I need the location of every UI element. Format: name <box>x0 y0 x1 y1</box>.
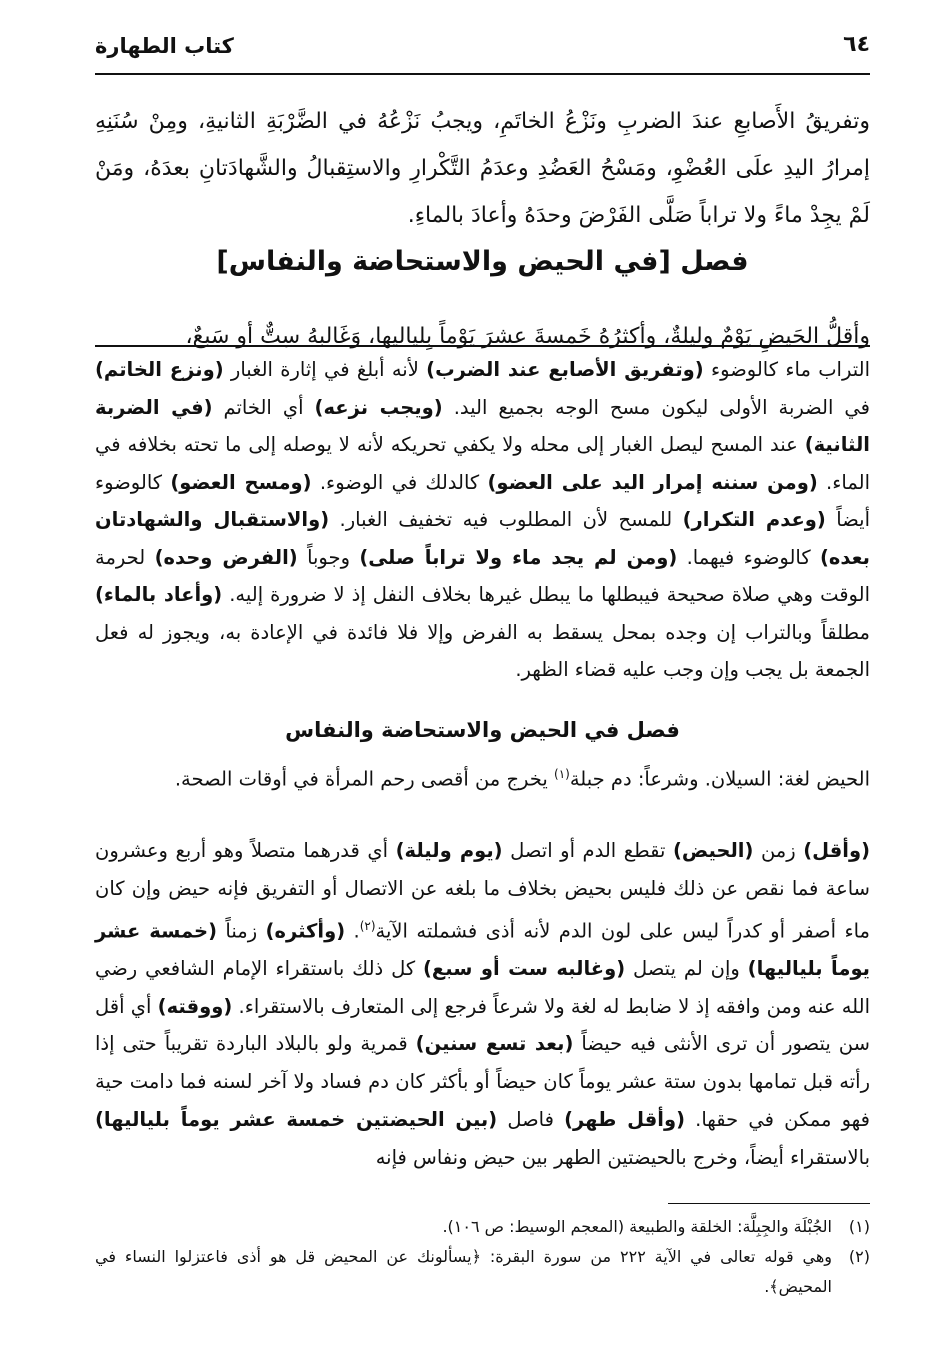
footnote-item <box>95 1242 870 1302</box>
bold-matn-quote: (ومسح العضو) <box>170 470 312 494</box>
definition-paragraph <box>95 756 870 798</box>
commentary-text: قمرية ولو بالبلاد الباردة تقريباً حتى إذا رأته قبل تمامها بدون ستة عشر يوماً كان حيضاً أو بأكثر كان دم فساد ولا آخر لسنه فما دامت حية فهو ممكن في حقها. <box>95 1032 870 1132</box>
bold-matn-quote: (في الضربة الثانية) <box>95 395 870 456</box>
sharh-text <box>95 351 870 689</box>
bold-matn-quote: (يوم وليلة) <box>395 839 503 862</box>
page-header <box>95 30 870 66</box>
footnote-text: الجُبْلَة والجِبِلَّة: الخلقة والطبيعة (المعجم الوسيط: ص ١٠٦). <box>442 1217 832 1236</box>
commentary-text: في الضربة الأولى ليكون مسح الوجه بجميع اليد. <box>442 395 871 419</box>
sharh-definition <box>95 756 870 798</box>
bold-matn-quote: (وأقل طهر) <box>564 1108 685 1132</box>
commentary-text: زمناً <box>217 919 266 943</box>
commentary-text: عند المسح ليصل الغبار إلى محله ولا يكفي تحريكه لأنه لا يوصله إلى ما تحته بخلافه في الماء. <box>95 433 870 494</box>
commentary-text: مطلقاً وبالتراب إن وجده بمحل يسقط به الفرض وإلا فلا فائدة في الإعادة به، ويجوز له فعل الجمعة بل يجب وإن وجب عليه قضاء الظهر. <box>95 620 870 681</box>
commentary-text: كالوضوء أيضاً <box>95 470 870 531</box>
footnote-ref-1[interactable]: (١) <box>554 767 570 781</box>
commentary-text: لحرمة الوقت وهي صلاة صحيحة فيبطلها ما يبطل غيرها بخلاف النفل إذ لا ضرورة إليه. <box>95 545 870 606</box>
header-divider <box>95 73 870 75</box>
commentary-text: . <box>345 919 360 943</box>
footnote-item <box>95 1212 870 1242</box>
matn-section-heading: فصل [في الحيض والاستحاضة والنفاس] <box>216 246 749 277</box>
book-title: كتاب الطهارة <box>95 34 234 58</box>
bold-matn-quote: (الفرض وحده) <box>154 545 298 569</box>
bold-matn-quote: (خمسة عشر يوماً بلياليها) <box>95 919 871 980</box>
bold-matn-quote: (ومن سننه إمرار اليد على العضو) <box>487 470 818 494</box>
bold-matn-quote: (الحيض) <box>672 839 754 862</box>
matn-text <box>95 98 870 239</box>
sharh-paragraph-2 <box>95 832 870 1177</box>
bold-matn-quote: (وأكثره) <box>265 919 346 943</box>
bold-matn-quote: (ويجب نزعه) <box>314 395 443 419</box>
footnote-number: (١) <box>848 1217 870 1236</box>
commentary-text: فاصل <box>497 1108 565 1132</box>
commentary-text: أي قدرهما متصلاً وهو أربع وعشرون ساعة فما نقص عن ذلك فليس بحيض بخلاف ما بلغه عن الاتصال أو التفريق فإنه حيض وإن كان ماء أصفر أو كدراً ليس على لون الدم لأنه أذى فشملته الآية <box>95 839 870 943</box>
bold-matn-quote: (ووقته) <box>157 994 233 1018</box>
commentary-text: كل ذلك باستقراء الإمام الشافعي رضي الله عنه ومن وافقه إذ لا ضابط له لغة ولا شرعاً فرجع إلى المتعارف بالاستقراء. <box>95 956 870 1018</box>
bold-matn-quote: (وغالبه ست أو سبع) <box>423 956 626 980</box>
bold-matn-quote: (وعدم التكرار) <box>682 508 826 531</box>
commentary-text: وجوباً <box>297 545 360 569</box>
commentary-text: كالوضوء فيهما. <box>677 545 820 569</box>
bold-matn-quote: (والاستقبال والشهادتان بعده) <box>95 508 871 569</box>
bold-matn-quote: (ونزع الخاتم) <box>95 358 224 381</box>
bold-matn-quote: (ومن لم يجد ماء ولا تراباً صلى) <box>359 545 678 569</box>
footnote-number: (٢) <box>848 1247 870 1266</box>
definition-text: الحيض لغة: السيلان. وشرعاً: دم جبلة <box>569 767 870 791</box>
commentary-text: كالدلك في الوضوء. <box>311 470 488 494</box>
commentary-text: بالاستقراء أيضاً، وخرج بالحيضتين الطهر بين حيض ونفاس فإنه <box>375 1145 870 1169</box>
commentary-text: لأنه أبلغ في إثارة الغبار <box>223 358 427 381</box>
sharh-paragraph <box>95 351 870 689</box>
bold-matn-quote: (وتفريق الأصابع عند الضرب) <box>426 358 704 381</box>
footnote-text: وهي قوله تعالى في الآية ٢٢٢ من سورة البقرة: ﴿يسألونك عن المحيض قل هو أذى فاعتزلوا النساء في المحيض﴾. <box>95 1247 833 1296</box>
sharh-text-2 <box>95 832 870 1177</box>
page-number: ٦٤ <box>843 32 870 57</box>
bold-matn-quote: (بين الحيضتين خمسة عشر يوماً بلياليها) <box>95 1108 498 1132</box>
bold-matn-quote: (وأعاد بالماء) <box>95 583 223 606</box>
definition-text-end: يخرج من أقصى رحم المرأة في أوقات الصحة. <box>174 767 555 791</box>
matn-paragraph-2: وأقلُّ الحَيضِ يَوْمٌ وليلةٌ، وأكثرُهُ خَمسةَ عشرَ يَوْماً بِلياليها، وَغَالبهُ سِتٌّ أو سَبعٌ، <box>185 324 870 349</box>
commentary-text: زمن <box>753 839 804 862</box>
commentary-text: أي أقل سن يتصور أن ترى الأنثى فيه حيضاً <box>95 994 870 1056</box>
commentary-text: وإن لم يتصل <box>625 956 748 980</box>
commentary-text: أي الخاتم <box>212 395 315 419</box>
matn-paragraph: وتفريقُ الأَصابعِ عندَ الضربِ ونَزْعُ الخاتَمِ، ويجبُ نَزْعُهُ في الضَّرْبَةِ الثانيةِ، ومِنْ سُنَنِهِ إمرارُ اليدِ علَى العُضْوِ، ومَسْحُ العَضُدِ وعدَمُ التَّكْرارِ والاستِقبالُ والشَّهادَتانِ بعدَهُ، ومَنْ لَمْ يجِدْ ماءً ولا تراباً صَلَّى الفَرْضَ وحدَهُ وأعادَ بالماءِ. <box>95 109 870 228</box>
matn-sharh-divider <box>95 345 870 347</box>
bold-matn-quote: (بعد تسع سنين) <box>415 1032 574 1056</box>
commentary-text: التراب ماء كالوضوء <box>703 358 870 381</box>
commentary-text: للمسح لأن المطلوب فيه تخفيف الغبار. <box>329 508 683 531</box>
bold-matn-quote: (وأقل) <box>803 839 870 862</box>
commentary-text: تقطع الدم أو اتصل <box>502 839 673 862</box>
footnote-divider <box>668 1203 870 1204</box>
footnotes <box>95 1212 870 1302</box>
sharh-section-heading: فصل في الحيض والاستحاضة والنفاس <box>285 718 680 742</box>
footnote-ref[interactable]: (٢) <box>359 918 376 933</box>
